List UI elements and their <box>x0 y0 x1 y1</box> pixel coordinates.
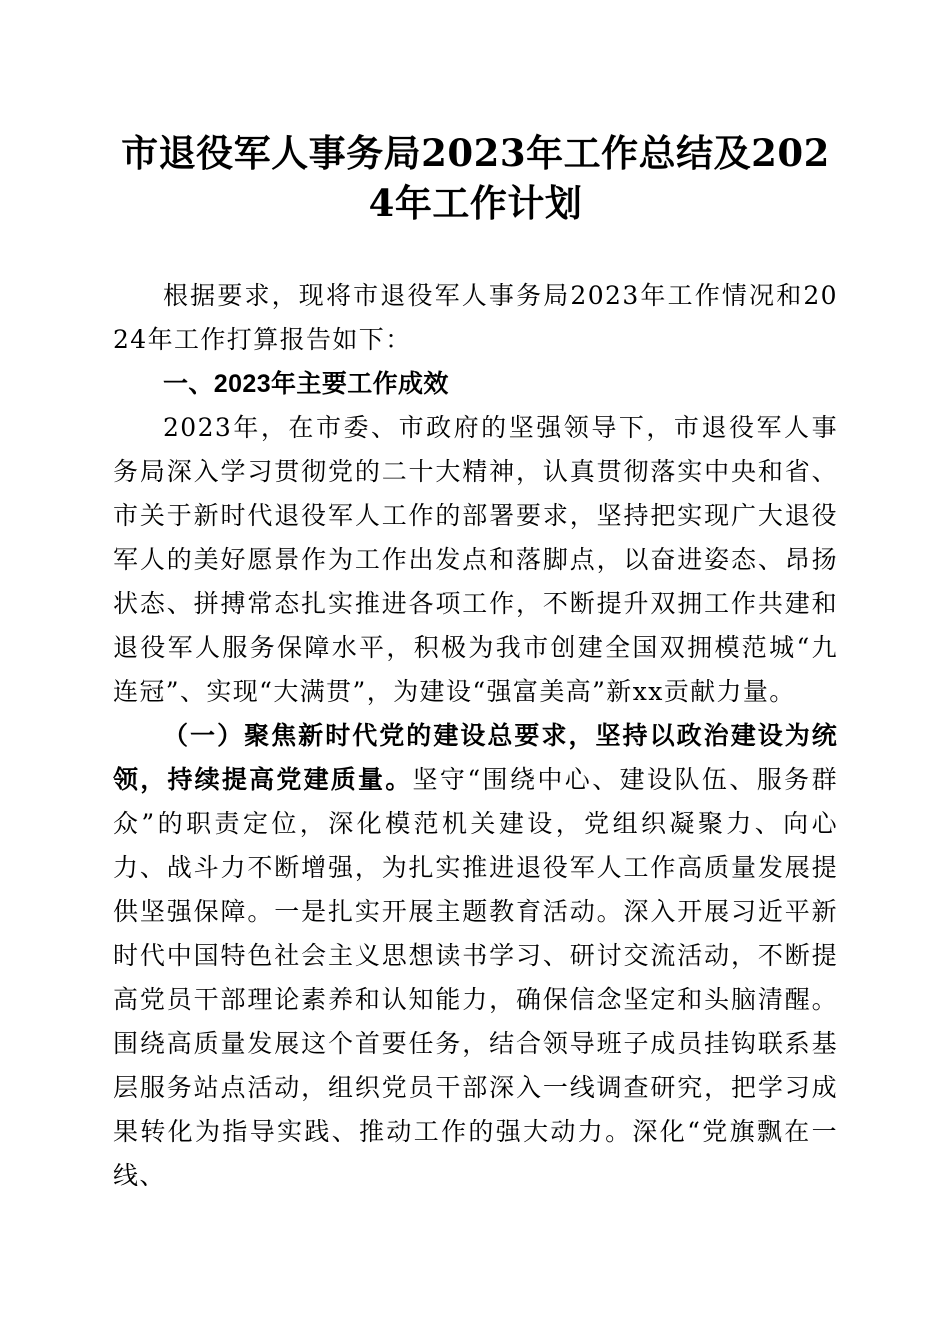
title-body-spacer <box>113 228 838 274</box>
body-paragraph-1: 2023年，在市委、市政府的坚强领导下，市退役军人事务局深入学习贯彻党的二十大精神，认真贯彻落实中央和省、市关于新时代退役军人工作的部署要求，坚持把实现广大退役军人的美好愿景作为工作出发点和落脚点，以奋进姿态、昂扬状态、拼搏常态扎实推进各项工作，不断提升双拥工作共建和退役军人服务保障水平，积极为我市创建全国双拥模范城“九连冠”、实现“大满贯”，为建设“强富美高”新xx贡献力量。 <box>113 413 838 706</box>
subsection-paragraph-1 <box>113 714 838 1198</box>
section-heading-1: 一、2023年主要工作成效 <box>163 370 449 398</box>
page-title: 市退役军人事务局2023年工作总结及2024年工作计划 <box>121 131 830 225</box>
document-content <box>113 0 838 1198</box>
subsection-1-lead: （一）聚焦新时代党的建设总要求，坚持以政治建设为统领，持续提高党建质量。 <box>113 721 838 794</box>
intro-paragraph: 根据要求，现将市退役军人事务局2023年工作情况和2024年工作打算报告如下： <box>113 281 838 354</box>
subsection-1-body: 坚守“围绕中心、建设队伍、服务群众”的职责定位，深化模范机关建设，党组织凝聚力、向心力、战斗力不断增强，为扎实推进退役军人工作高质量发展提供坚强保障。一是扎实开展主题教育活动。深入开展习近平新时代中国特色社会主义思想读书学习、研讨交流活动，不断提高党员干部理论素养和认知能力，确保信念坚定和头脑清醒。围绕高质量发展这个首要任务，结合领导班子成员挂钩联系基层服务站点活动，组织党员干部深入一线调查研究，把学习成果转化为指导实践、推动工作的强大动力。深化“党旗飘在一线、 <box>113 765 839 1190</box>
